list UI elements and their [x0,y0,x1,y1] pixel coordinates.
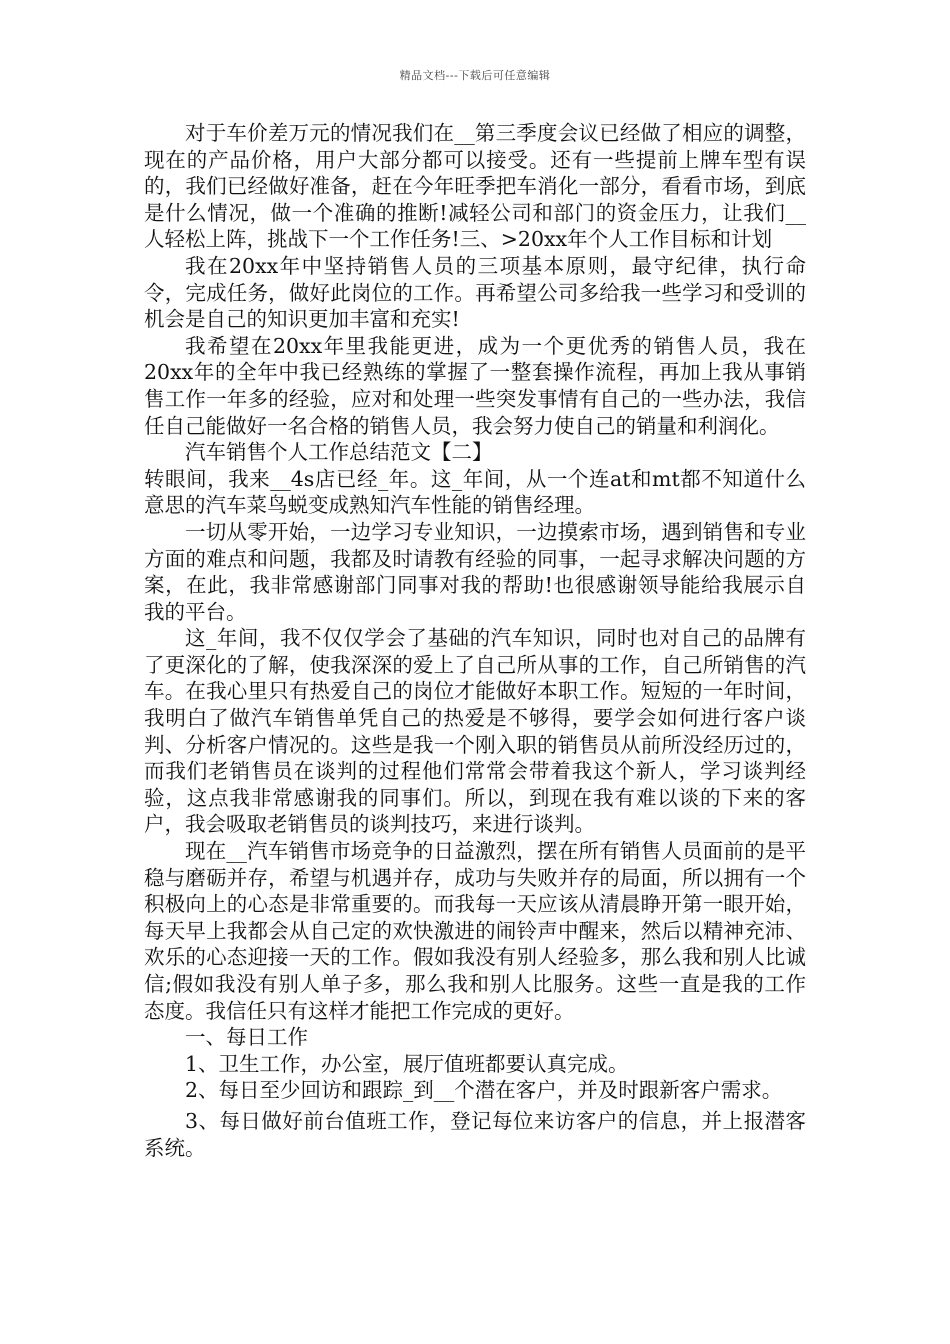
document-body [144,120,806,1161]
paragraph-start-from-zero: 一切从零开始，一边学习专业知识，一边摸索市场，遇到销售和专业方面的难点和问题，我都及时请教有经验的同事，一起寻求解决问题的方案，在此，我非常感谢部门同事对我的帮助!也很感谢领导能给我展示自我的平台。 [144,519,806,624]
paragraph-price-adjustment: 对于车价差万元的情况我们在__第三季度会议已经做了相应的调整，现在的产品价格，用户大部分都可以接受。还有一些提前上牌车型有误的，我们已经做好准备，赶在今年旺季把车消化一部分，看看市场，到底是什么情况，做一个准确的推断!减轻公司和部门的资金压力，让我们__人轻松上阵，挑战下一个工作任务!三、>20xx年个人工作目标和计划 [144,121,806,252]
paragraph-competition: 现在__汽车销售市场竞争的日益激烈，摆在所有销售人员面前的是平稳与磨砺并存，希望与机遇并存，成功与失败并存的局面，所以拥有一个积极向上的心态是非常重要的。而我每一天应该从清晨睁开第一眼开始，每天早上我都会从自己定的欢快激进的闹铃声中醒来，然后以精神充沛、欢乐的心态迎接一天的工作。假如我没有别人经验多，那么我和别人比诚信;假如我没有别人单子多，那么我和别人比服务。这些一直是我的工作态度。我信任只有这样才能把工作完成的更好。 [144,839,806,1023]
list-item-2: 2、每日至少回访和跟踪_到__个潜在客户，并及时跟新客户需求。 [185,1078,783,1103]
paragraph-learning: 这_年间，我不仅仅学会了基础的汽车知识，同时也对自己的品牌有了更深化的了解，使我深深的爱上了自己所从事的工作，自己所销售的汽车。在我心里只有热爱自己的岗位才能做好本职工作。短短的一年时间，我明白了做汽车销售单凭自己的热爱是不够得，要学会如何进行客户谈判、分析客户情况的。这些是我一个刚入职的销售员从前所没经历过的，而我们老销售员在谈判的过程他们常常会带着我这个新人，学习谈判经验，这点我非常感谢我的同事们。所以，到现在我有难以谈的下来的客户，我会吸取老销售员的谈判技巧，来进行谈判。 [144,626,806,837]
paragraph-hopes: 我希望在20xx年里我能更进，成为一个更优秀的销售人员，我在20xx年的全年中我已经熟练的掌握了一整套操作流程，再加上我从事销售工作一年多的经验，应对和处理一些突发事情有自己的一些办法，我信任自己能做好一名合格的销售人员，我会努力使自己的销量和利润化。 [144,333,806,438]
list-item-1: 1、卫生工作，办公室，展厅值班都要认真完成。 [185,1051,629,1076]
subheading-daily-work: 一、每日工作 [185,1025,308,1050]
list-item-3: 3、每日做好前台值班工作，登记每位来访客户的信息，并上报潜客系统。 [144,1108,806,1160]
paragraph-principles: 我在20xx年中坚持销售人员的三项基本原则，最守纪律，执行命令，完成任务，做好此岗位的工作。再希望公司多给我一些学习和受训的机会是自己的知识更加丰富和充实! [144,253,806,332]
section-heading-sample-two: 汽车销售个人工作总结范文【二】 [185,440,493,465]
paragraph-time-flies: 转眼间，我来__4s店已经_年。这_年间，从一个连at和mt都不知道什么意思的汽车菜鸟蜕变成熟知汽车性能的销售经理。 [144,466,806,518]
page-header: 精品文档---下载后可任意编辑 [399,69,551,82]
